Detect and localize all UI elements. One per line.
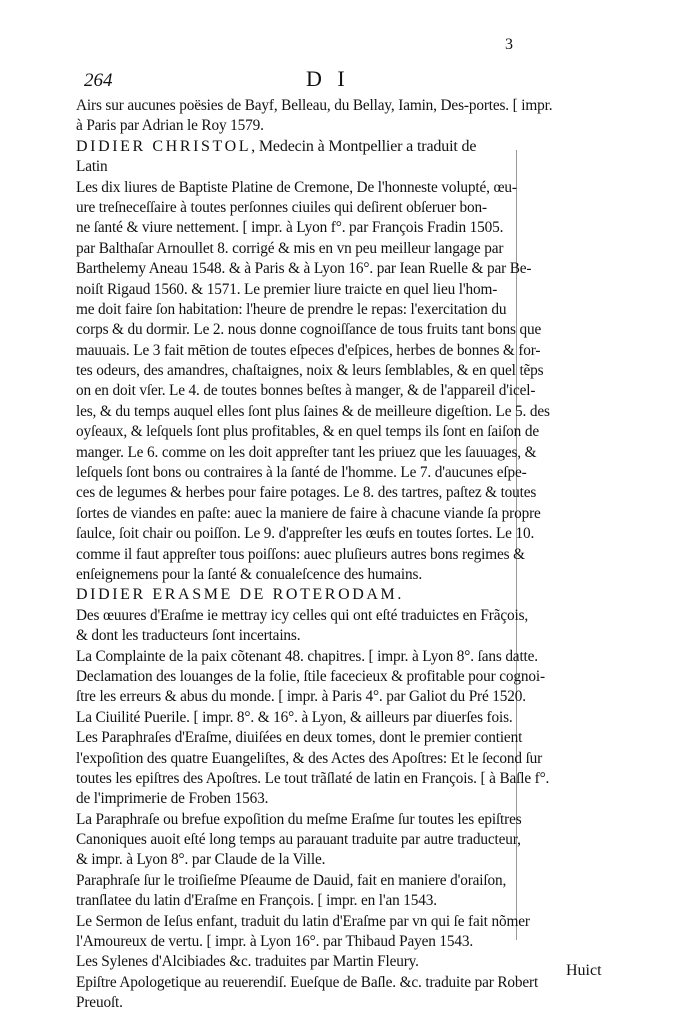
page-number: 264	[84, 70, 113, 91]
text-line: ces de legumes & herbes pour faire potages. Le 8. des tartres, paſtez & toutes	[76, 484, 537, 502]
text-line: on en doit vſer. Le 4. de toutes bonnes beſtes à manger, & de l'appareil d'icel-	[76, 382, 536, 400]
catchword: Huict	[566, 962, 602, 979]
text-block	[76, 96, 624, 1014]
text-line: Declamation des louanges de la folie, ſtile facecieux & profitable pour cognoi-	[76, 667, 545, 685]
text-line: par Balthaſar Arnoullet 8. corrigé & mis en vn peu meilleur langage par	[76, 239, 504, 257]
text-line: corps & du dormir. Le 2. nous donne cognoiſſance de tous fruits tant bons que	[76, 321, 542, 339]
text-line: Les Paraphraſes d'Eraſme, diuiſées en deux tomes, dont le premier contient	[76, 729, 523, 747]
text-line: ſortes de viandes en paſte: auec la maniere de faire à chacune viande ſa propre	[76, 504, 541, 522]
text-line: l'Amoureux de vertu. [ impr. à Lyon 16°. par Thibaud Payen 1543.	[76, 933, 474, 951]
text-line: tranſlatee du latin d'Eraſme en François. [ impr. en l'an 1543.	[76, 892, 437, 910]
text-line: Preuoſt.	[76, 994, 123, 1012]
text-line: Les Sylenes d'Alcibiades &c. traduites par Martin Fleury.	[76, 953, 419, 971]
text-line: Des œuures d'Eraſme ie mettray icy celles qui ont eſté traduictes en Frãçois,	[76, 606, 529, 624]
text-line: à Paris par Adrian le Roy 1579.	[76, 117, 264, 135]
text-line: & dont les traducteurs ſont incertains.	[76, 627, 301, 645]
text-line: La Paraphraſe ou brefue expoſition du meſme Eraſme ſur toutes les epiſtres	[76, 810, 522, 828]
text-line: & impr. à Lyon 8°. par Claude de la Ville.	[76, 851, 326, 869]
running-head	[84, 66, 604, 96]
heading-christol-name: DIDIER CHRISTOL	[76, 137, 252, 155]
text-line: mauuais. Le 3 fait mētion de toutes eſpeces d'eſpices, herbes de bonnes & for-	[76, 341, 541, 359]
text-line: Epiſtre Apologetique au reuerendiſ. Eueſque de Baſle. &c. traduite par Robert	[76, 973, 539, 991]
text-line: ure treſneceſſaire à toutes perſonnes ciuiles qui deſirent obſeruer bon-	[76, 198, 487, 216]
text-line: Paraphraſe ſur le troiſieſme Pſeaume de Dauid, fait en maniere d'oraiſon,	[76, 871, 507, 889]
text-line: me doit faire ſon habitation: l'heure de prendre le repas: l'exercitation du	[76, 300, 507, 318]
text-line: tes odeurs, des amandres, chaſtaignes, noix & leurs ſemblables, & en quel tẽps	[76, 362, 544, 380]
text-line: ſtre les erreurs & abus du monde. [ impr. à Paris 4°. par Galiot du Pré 1520.	[76, 688, 526, 706]
text-line: enſeignemens pour la ſanté & conualeſcence des humains.	[76, 565, 422, 583]
text-line: comme il faut appreſter tous poiſſons: auec pluſieurs autres bons regimes &	[76, 545, 525, 563]
text-line: La Complainte de la paix cõtenant 48. chapitres. [ impr. à Lyon 8°. ſans datte.	[76, 647, 538, 665]
text-line: manger. Le 6. comme on les doit appreſter tant les priuez que les ſauuages, &	[76, 443, 537, 461]
text-line: ne ſanté & viure nettement. [ impr. à Lyon f°. par François Fradin 1505.	[76, 219, 504, 237]
text-line: les, & du temps auquel elles ſont plus ſaines & de meilleure digeſtion. Le 5. des	[76, 402, 550, 420]
text-line: toutes les epiſtres des Apoſtres. Le tout trãſlaté de latin en François. [ à Baſle f°.	[76, 769, 550, 787]
text-line: Les dix liures de Baptiste Platine de Cremone, De l'honneste volupté, œu-	[76, 178, 517, 196]
heading-christol-rest: , Medecin à Montpellier a traduit de	[251, 137, 477, 155]
heading-erasme	[76, 585, 624, 605]
text-line: leſquels ſont bons ou contraires à la ſanté de l'homme. Le 7. d'aucunes eſpe-	[76, 464, 527, 482]
text-line: Latin	[76, 158, 108, 176]
text-line: Barthelemy Aneau 1548. & à Paris & à Lyon 16°. par Iean Ruelle & par Be-	[76, 260, 532, 278]
corner-mark: 3	[505, 36, 513, 53]
text-line: La Ciuilité Puerile. [ impr. 8°. & 16°. à Lyon, & ailleurs par diuerſes fois.	[76, 708, 513, 726]
text-line: Le Sermon de Ieſus enfant, traduit du latin d'Eraſme par vn qui ſe fait nõmer	[76, 912, 530, 930]
heading-christol	[76, 137, 624, 157]
text-line: l'expoſition des quatre Euangeliſtes, & des Actes des Apoſtres: Et le ſecond ſur	[76, 749, 543, 767]
letter-head: D I	[306, 66, 350, 91]
text-line: ſaulce, ſoit chair ou poiſſon. Le 9. d'appreſter les œufs en toutes ſortes. Le 10.	[76, 525, 535, 543]
text-line: Canoniques auoit eſté long temps au parauant traduite par autre traducteur,	[76, 831, 521, 849]
text-line: oyſeaux, & leſquels ſont plus profitables, & en quel temps ils ſont en ſaiſon de	[76, 423, 539, 441]
heading-erasme-name: DIDIER ERASME DE ROTERODAM.	[76, 586, 404, 604]
text-line: Airs sur aucunes poësies de Bayf, Belleau, du Bellay, Iamin, Des-portes. [ impr.	[76, 97, 553, 114]
text-line: de l'imprimerie de Froben 1563.	[76, 790, 269, 808]
text-line: noiſt Rigaud 1560. & 1571. Le premier liure traicte en quel lieu l'hom-	[76, 280, 498, 298]
